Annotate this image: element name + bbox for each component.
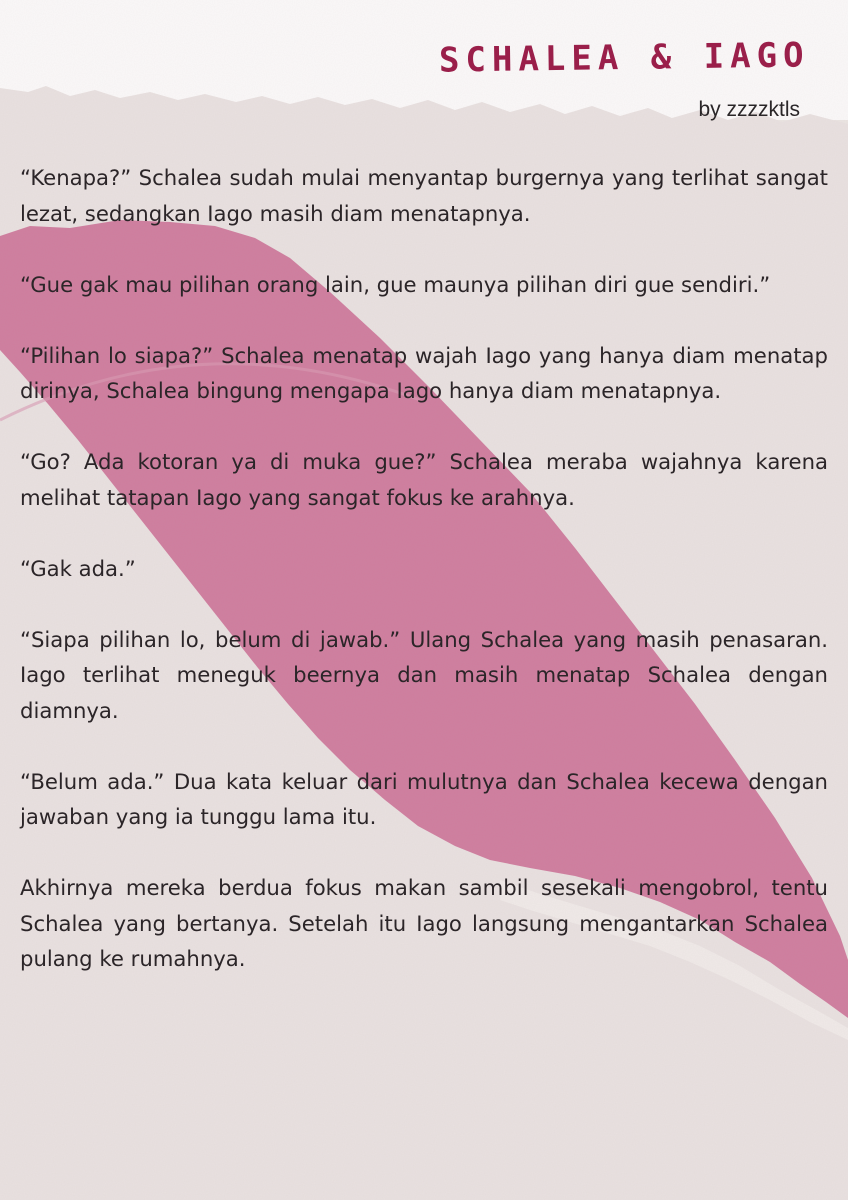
story-paragraph: “Kenapa?” Schalea sudah mulai menyantap burgernya yang terlihat sangat lezat, sedangkan Iago masih diam menatapnya. [20, 165, 828, 226]
author-byline: by zzzzktls [698, 98, 800, 121]
story-paragraph: “Go? Ada kotoran ya di muka gue?” Schalea meraba wajahnya karena melihat tatapan Iago yang sangat fokus ke arahnya. [20, 449, 828, 510]
story-paragraph: “Gak ada.” [20, 555, 136, 581]
story-title: SCHALEA & IAGO [439, 35, 811, 81]
story-body [20, 160, 828, 1012]
story-paragraph: Akhirnya mereka berdua fokus makan sambil sesekali mengobrol, tentu Schalea yang bertanya. Setelah itu Iago langsung mengantarkan Schalea pulang ke rumahnya. [20, 875, 828, 971]
story-paragraph: “Belum ada.” Dua kata keluar dari mulutnya dan Schalea kecewa dengan jawaban yang ia tunggu lama itu. [20, 768, 828, 829]
story-paragraph: “Pilihan lo siapa?” Schalea menatap wajah Iago yang hanya diam menatap dirinya, Schalea bingung mengapa Iago hanya diam menatapnya. [20, 342, 828, 403]
story-paragraph: “Siapa pilihan lo, belum di jawab.” Ulang Schalea yang masih penasaran. Iago terlihat meneguk beernya dan masih menatap Schalea dengan diamnya. [20, 626, 828, 723]
story-paragraph: “Gue gak mau pilihan orang lain, gue maunya pilihan diri gue sendiri.” [20, 271, 771, 297]
